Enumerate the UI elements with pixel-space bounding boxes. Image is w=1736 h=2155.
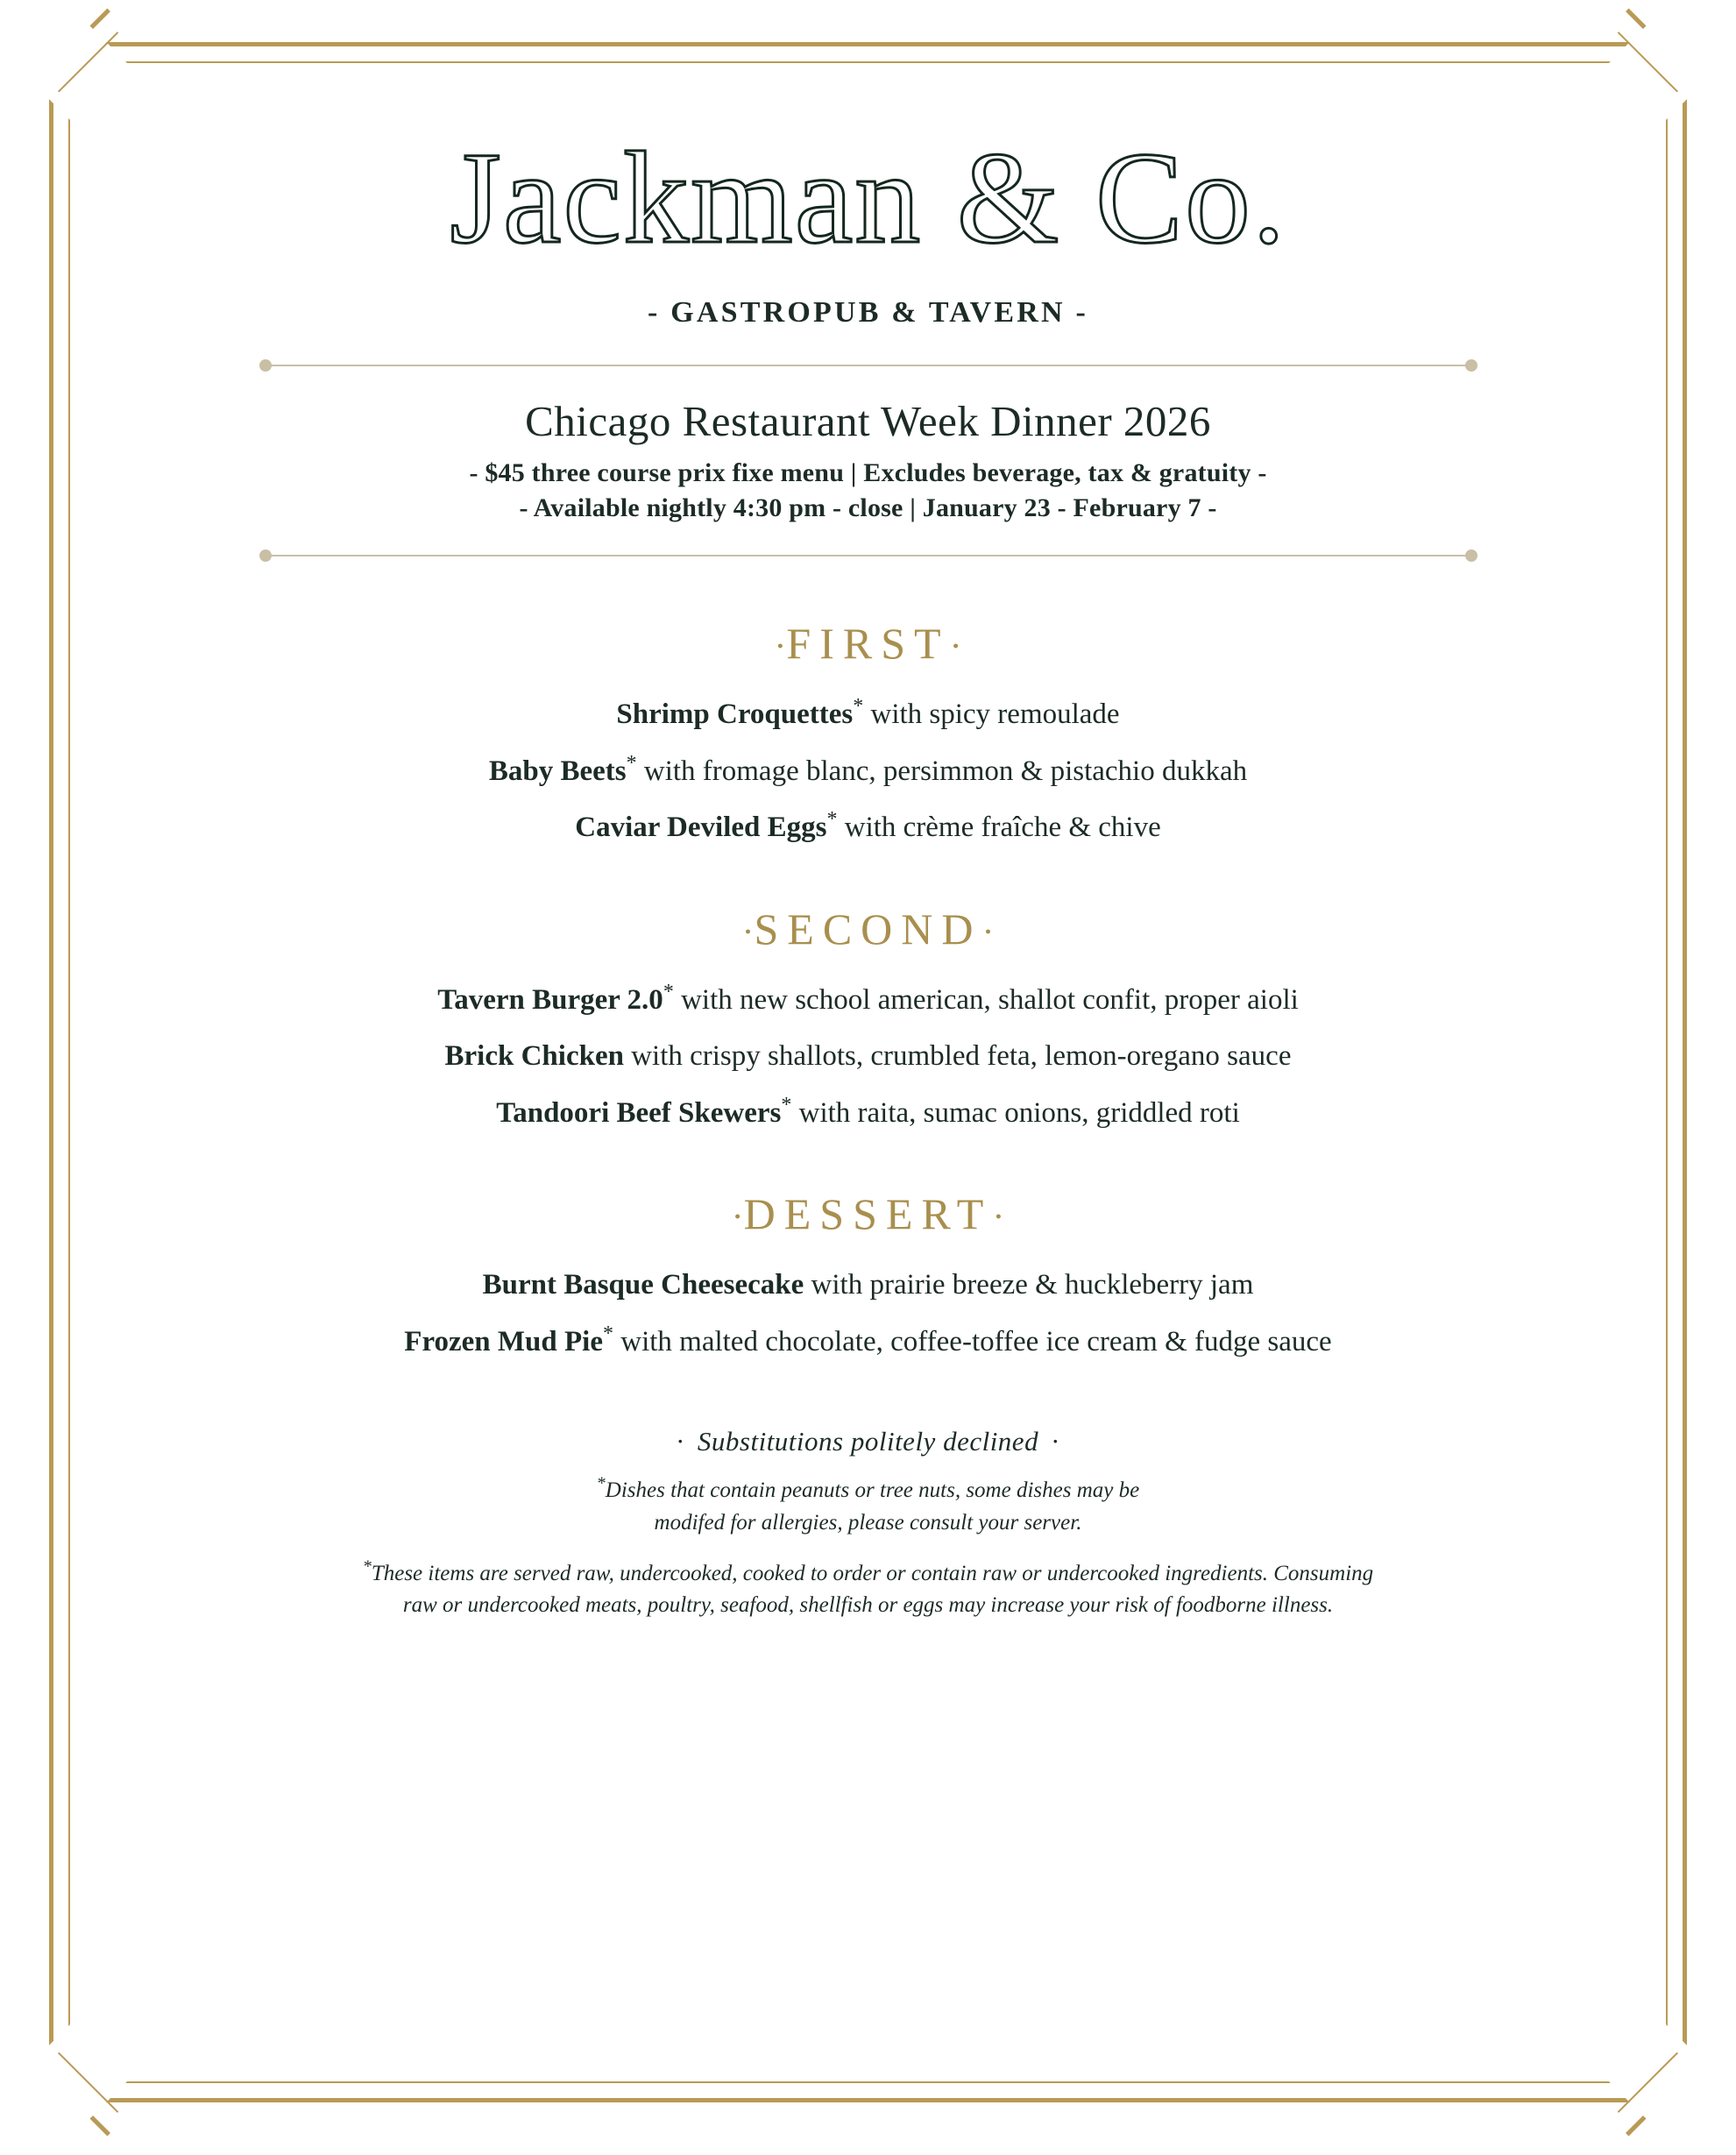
allergy-note-line1: Dishes that contain peanuts or tree nuts, some dishes may be <box>605 1478 1140 1503</box>
svg-text:Jackman & Co.: Jackman & Co. <box>449 125 1287 271</box>
note-bullet-right: · <box>1051 1426 1060 1457</box>
menu-item-marker: * <box>602 1322 613 1345</box>
section-heading-dessert <box>123 1188 1613 1239</box>
note-bullet-left: · <box>676 1426 685 1457</box>
menu-item-description: with raita, sumac onions, griddled roti <box>791 1096 1240 1129</box>
menu-item <box>123 752 1613 791</box>
section-heading-label: FIRST <box>786 619 950 668</box>
allergy-note <box>123 1475 1613 1539</box>
section-heading-label: SECOND <box>754 904 982 953</box>
menu-item <box>123 1037 1613 1076</box>
promo-price-line: - $45 three course prix fixe menu | Excludes beverage, tax & gratuity - <box>469 458 1267 487</box>
menu-item-description: with malted chocolate, coffee-toffee ice cream & fudge sauce <box>613 1325 1332 1358</box>
heading-bullet-left: · <box>774 627 787 667</box>
menu-section-first <box>123 618 1613 847</box>
menu-item-marker: * <box>826 808 838 832</box>
menu-item <box>123 1265 1613 1305</box>
restaurant-tagline: - GASTROPUB & TAVERN - <box>647 296 1088 329</box>
menu-item-description: with crispy shallots, crumbled feta, lemon-oregano sauce <box>623 1040 1292 1073</box>
raw-food-note-line1: These items are served raw, undercooked, cooked to order or contain raw or undercooked ingredients. Consuming <box>371 1561 1374 1585</box>
divider-line <box>266 365 1470 366</box>
raw-food-note-line2: raw or undercooked meats, poultry, seafood, shellfish or eggs may increase your risk of foodborne illness. <box>402 1593 1334 1618</box>
menu-footnotes <box>123 1426 1613 1621</box>
menu-item-description: with fromage blanc, persimmon & pistachio dukkah <box>636 755 1248 787</box>
divider-dot-right <box>1465 549 1477 562</box>
menu-item <box>123 808 1613 847</box>
heading-bullet-left: · <box>731 1197 744 1238</box>
menu-item-marker: * <box>781 1093 792 1116</box>
promo-banner <box>123 359 1613 562</box>
divider-dot-right <box>1465 359 1477 372</box>
menu-item-name: Brick Chicken <box>444 1040 624 1073</box>
menu-item <box>123 695 1613 734</box>
restaurant-logo <box>123 121 1613 287</box>
divider-line <box>266 555 1470 556</box>
raw-food-note-marker: * <box>362 1556 372 1577</box>
menu-item-name: Frozen Mud Pie <box>404 1325 603 1358</box>
divider-rule-top <box>259 359 1477 372</box>
section-heading-label: DESSERT <box>743 1189 993 1239</box>
menu-item-name: Burnt Basque Cheesecake <box>482 1269 804 1301</box>
menu-item-name: Tandoori Beef Skewers <box>496 1096 782 1129</box>
heading-bullet-right: · <box>949 627 962 667</box>
allergy-note-marker: * <box>596 1474 606 1494</box>
promo-title: Chicago Restaurant Week Dinner 2026 <box>525 397 1211 445</box>
promo-dates-line: - Available nightly 4:30 pm - close | January 23 - February 7 - <box>519 493 1217 522</box>
menu-page <box>123 105 1613 1621</box>
menu-item-description: with crème fraîche & chive <box>837 812 1161 844</box>
substitutions-label: Substitutions politely declined <box>697 1426 1039 1457</box>
menu-item-marker: * <box>663 980 674 1003</box>
menu-item-name: Baby Beets <box>488 755 627 787</box>
menu-item-description: with new school american, shallot confit, proper aioli <box>673 983 1299 1016</box>
heading-bullet-right: · <box>981 911 995 953</box>
menu-item <box>123 1094 1613 1133</box>
menu-item-description: with prairie breeze & huckleberry jam <box>804 1269 1254 1301</box>
menu-item-name: Caviar Deviled Eggs <box>575 812 827 844</box>
substitutions-note <box>123 1426 1613 1457</box>
menu-item-description: with spicy remoulade <box>863 698 1120 730</box>
menu-section-dessert <box>123 1188 1613 1361</box>
menu-section-second <box>123 904 1613 1133</box>
raw-food-note <box>123 1558 1613 1622</box>
menu-item-marker: * <box>626 751 637 775</box>
heading-bullet-left: · <box>741 911 755 953</box>
divider-rule-bottom <box>259 549 1477 562</box>
section-heading-first <box>123 618 1613 669</box>
menu-item-name: Tavern Burger 2.0 <box>437 983 663 1016</box>
section-heading-second <box>123 904 1613 954</box>
allergy-note-line2: modifed for allergies, please consult your server. <box>654 1510 1082 1535</box>
menu-item-name: Shrimp Croquettes <box>616 698 854 730</box>
menu-item <box>123 1322 1613 1362</box>
menu-item <box>123 981 1613 1020</box>
menu-item-marker: * <box>853 695 864 718</box>
heading-bullet-right: · <box>992 1197 1005 1238</box>
